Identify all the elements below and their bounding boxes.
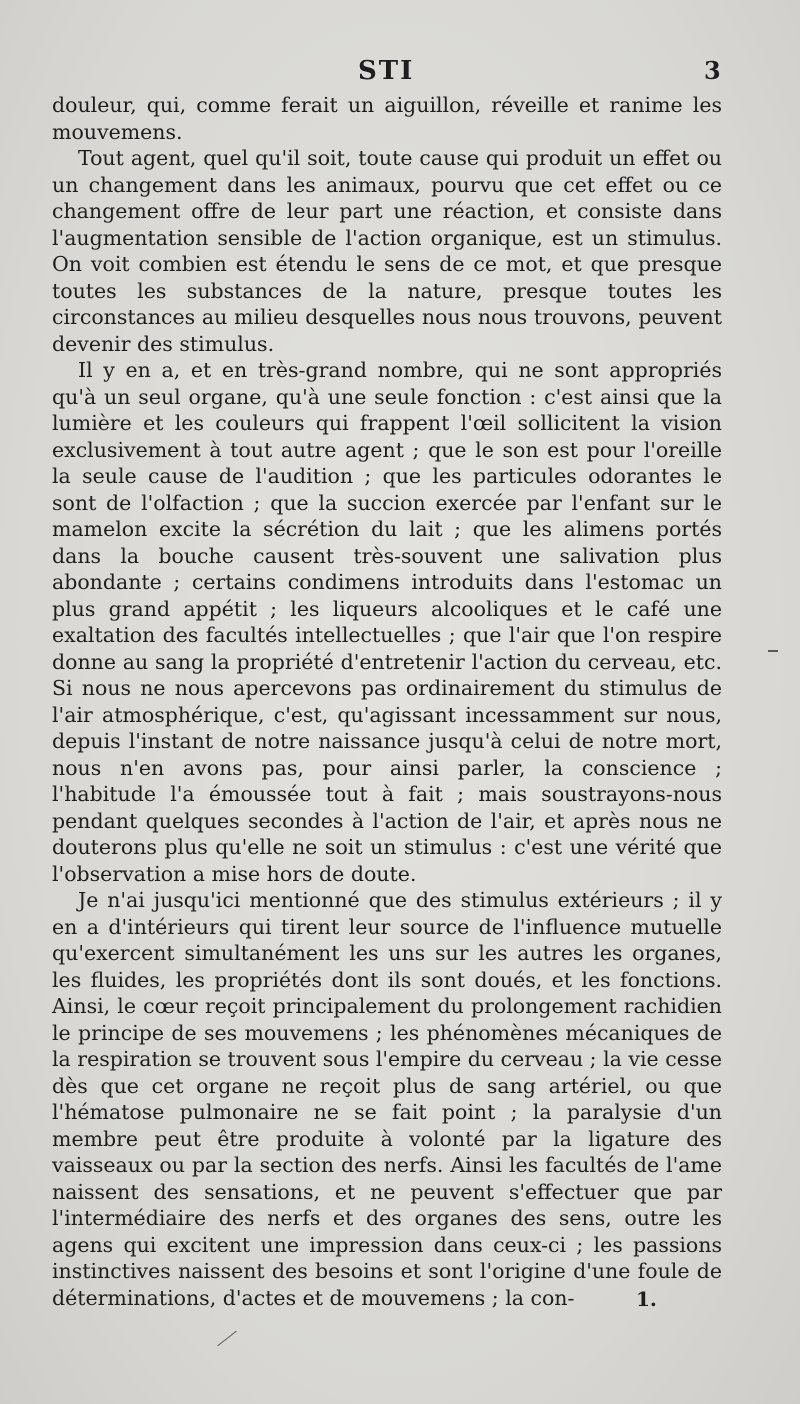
stray-mark bbox=[768, 650, 778, 652]
stray-mark bbox=[217, 1331, 237, 1347]
page-header bbox=[0, 56, 800, 90]
body-text bbox=[52, 92, 722, 1311]
paragraph-2: Tout agent, quel qu'il soit, toute cause qui produit un effet ou un changement dans les animaux, pourvu que cet effet ou ce changement offre de leur part une réaction, et consiste dans l'augmentation sensible de l'action organique, est un stimulus. On voit combien est étendu le sens de ce mot, et que presque toutes les substances de la nature, presque toutes les circonstances au milieu desquelles nous nous trouvons, peuvent devenir des stimulus. bbox=[52, 146, 722, 356]
paragraph-3: Il y en a, et en très-grand nombre, qui ne sont appropriés qu'à un seul organe, qu'à une seule fonction : c'est ainsi que la lumière et les couleurs qui frappent l'œil sollicitent la vision exclusivement à tout autre agent ; que le son est pour l'oreille la seule cause de l'audition ; que les particules odorantes le sont de l'olfaction ; que la succion exercée par l'enfant sur le mamelon excite la sécrétion du lait ; que les alimens portés dans la bouche causent très-souvent une salivation plus abondante ; certains condimens introduits dans l'estomac un plus grand appétit ; les liqueurs alcooliques et le café une exaltation des facultés intellectuelles ; que l'air que l'on respire donne au sang la propriété d'entretenir l'action du cerveau, etc. Si nous ne nous apercevons pas ordinairement du stimulus de l'air atmosphérique, c'est, qu'agissant incessamment sur nous, depuis l'instant de notre naissance jusqu'à celui de notre mort, nous n'en avons pas, pour ainsi parler, la conscience ; l'habitude l'a émoussée tout à fait ; mais soustrayons-nous pendant quelques secondes à l'action de l'air, et après nous ne douterons plus qu'elle ne soit un stimulus : c'est une vérité que l'observation a mise hors de doute. bbox=[52, 358, 722, 886]
paragraph-1: douleur, qui, comme ferait un aiguillon, réveille et ranime les mouvemens. bbox=[52, 93, 722, 144]
signature-mark: 1. bbox=[636, 1287, 657, 1311]
paragraph-4: Je n'ai jusqu'ici mentionné que des stimulus extérieurs ; il y en a d'intérieurs qui tirent leur source de l'influence mutuelle qu'exercent simultanément les uns sur les autres les organes, les fluides, les propriétés dont ils sont doués, et les fonctions. Ainsi, le cœur reçoit principalement du prolongement rachidien le principe de ses mouvemens ; les phénomènes mécaniques de la respiration se trouvent sous l'empire du cerveau ; la vie cesse dès que cet organe ne reçoit plus de sang artériel, ou que l'hématose pulmonaire ne se fait point ; la paralysie d'un membre peut être produite à volonté par la ligature des vaisseaux ou par la section des nerfs. Ainsi les facultés de l'ame naissent des sensations, et ne peuvent s'effectuer que par l'intermédiaire des nerfs et des organes des sens, outre les agens qui excitent une impression dans ceux-ci ; les passions instinctives naissent des besoins et sont l'origine d'une foule de déterminations, d'actes et de mouvemens ; la con- bbox=[52, 888, 722, 1310]
page-number: 3 bbox=[704, 56, 721, 85]
running-head: STI bbox=[358, 56, 415, 86]
